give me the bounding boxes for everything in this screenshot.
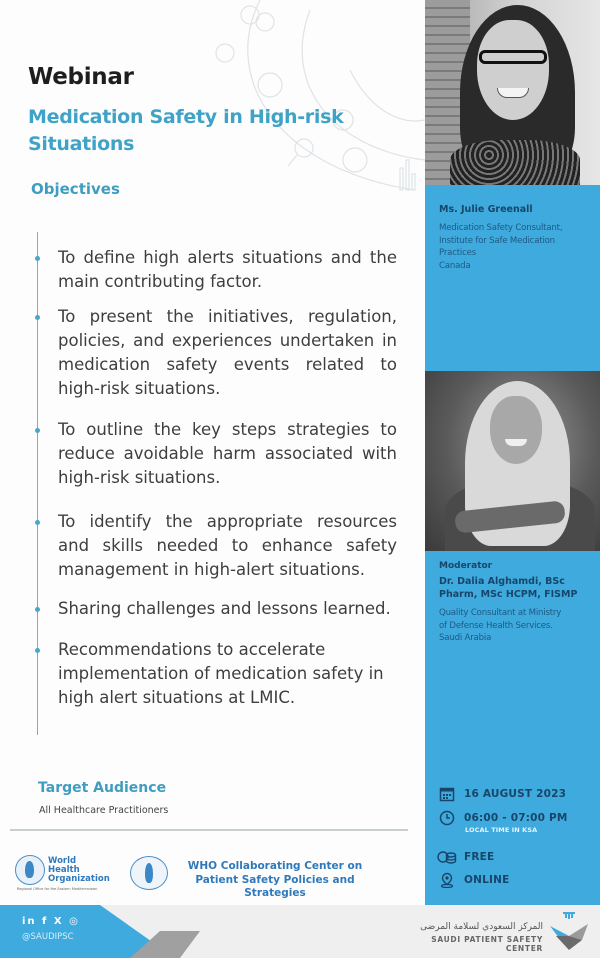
bullet-dot-icon (35, 428, 40, 433)
objectives-list (37, 232, 397, 735)
event-time: 06:00 - 07:00 PM (464, 812, 568, 824)
who-emblem-icon (15, 855, 45, 885)
location-pin-icon (439, 872, 455, 888)
who-collaborating-center: WHO Collaborating Center on Patient Safety Policies and Strategies (187, 860, 363, 899)
speaker-photo-dalia-alghamdi (425, 371, 600, 551)
bullet-dot-icon (35, 256, 40, 261)
who-collab-emblem-icon (130, 856, 168, 890)
objective-item: To outline the key steps strategies to reduce avoidable harm associated with high-risk situations. (38, 418, 397, 490)
event-date-row (439, 786, 566, 802)
target-audience-heading: Target Audience (38, 780, 167, 796)
linkedin-icon[interactable]: in (22, 916, 37, 927)
objective-item: Sharing challenges and lessons learned. (38, 597, 397, 621)
speaker-photo-julie-greenall (425, 0, 600, 185)
event-time-row (439, 810, 568, 826)
bullet-dot-icon (35, 607, 40, 612)
who-regional-office: Regional Office for the Eastern Mediterranean (17, 887, 98, 891)
saudi-patient-safety-center-logo (548, 912, 590, 952)
moderator-name: Dr. Dalia Alghamdi, BSc Pharm, MSc HCPM, FISMP (439, 576, 578, 600)
speaker-description: Medication Safety Consultant, Institute for Safe Medication Practices Canada (439, 223, 563, 271)
event-time-note: LOCAL TIME IN KSA (465, 826, 538, 834)
calendar-icon (439, 786, 455, 802)
org-name-english: SAUDI PATIENT SAFETY CENTER (431, 935, 543, 953)
objective-item: Recommendations to accelerate implementation of medication safety in high alert situations at LMIC. (38, 638, 397, 710)
objective-item: To present the initiatives, regulation, policies, and experiences undertaken in medication safety events related to high-risk situations. (38, 305, 397, 401)
clock-icon (439, 810, 455, 826)
coins-icon (437, 849, 457, 865)
section-divider (10, 829, 408, 831)
moderator-label: Moderator (439, 561, 493, 571)
org-name-arabic: المركز السعودي لسلامة المرضى (420, 922, 543, 932)
decorative-icon-arc (200, 0, 425, 200)
event-date: 16 AUGUST 2023 (464, 788, 567, 800)
event-location-row (439, 872, 509, 888)
bullet-dot-icon (35, 520, 40, 525)
speaker-name: Ms. Julie Greenall (439, 204, 533, 215)
moderator-info (439, 561, 594, 645)
who-logo (15, 855, 110, 891)
moderator-description: Quality Consultant at Ministry of Defense Health Services. Saudi Arabia (439, 608, 562, 643)
event-price-row (437, 849, 494, 865)
objectives-heading: Objectives (31, 180, 120, 198)
who-name: World Health Organization (48, 856, 110, 884)
bullet-dot-icon (35, 315, 40, 320)
objective-item: To define high alerts situations and the main contributing factor. (38, 246, 397, 294)
objective-item: To identify the appropriate resources and skills needed to enhance safety management in high-alert situations. (38, 510, 397, 582)
webinar-subtitle: Medication Safety in High-risk Situations (28, 106, 344, 155)
event-price: FREE (464, 851, 495, 863)
speaker-info (439, 203, 594, 272)
social-handle[interactable]: @SAUDIPSC (22, 932, 74, 942)
facebook-icon[interactable]: f (42, 916, 49, 927)
page-title: Webinar (28, 64, 134, 90)
instagram-icon[interactable]: ◎ (69, 916, 80, 927)
event-location: ONLINE (464, 874, 510, 886)
social-media-icons[interactable] (22, 916, 80, 927)
bullet-dot-icon (35, 648, 40, 653)
target-audience-text: All Healthcare Practitioners (39, 805, 169, 816)
x-icon[interactable]: X (53, 916, 64, 927)
speakers-panel (425, 0, 600, 905)
